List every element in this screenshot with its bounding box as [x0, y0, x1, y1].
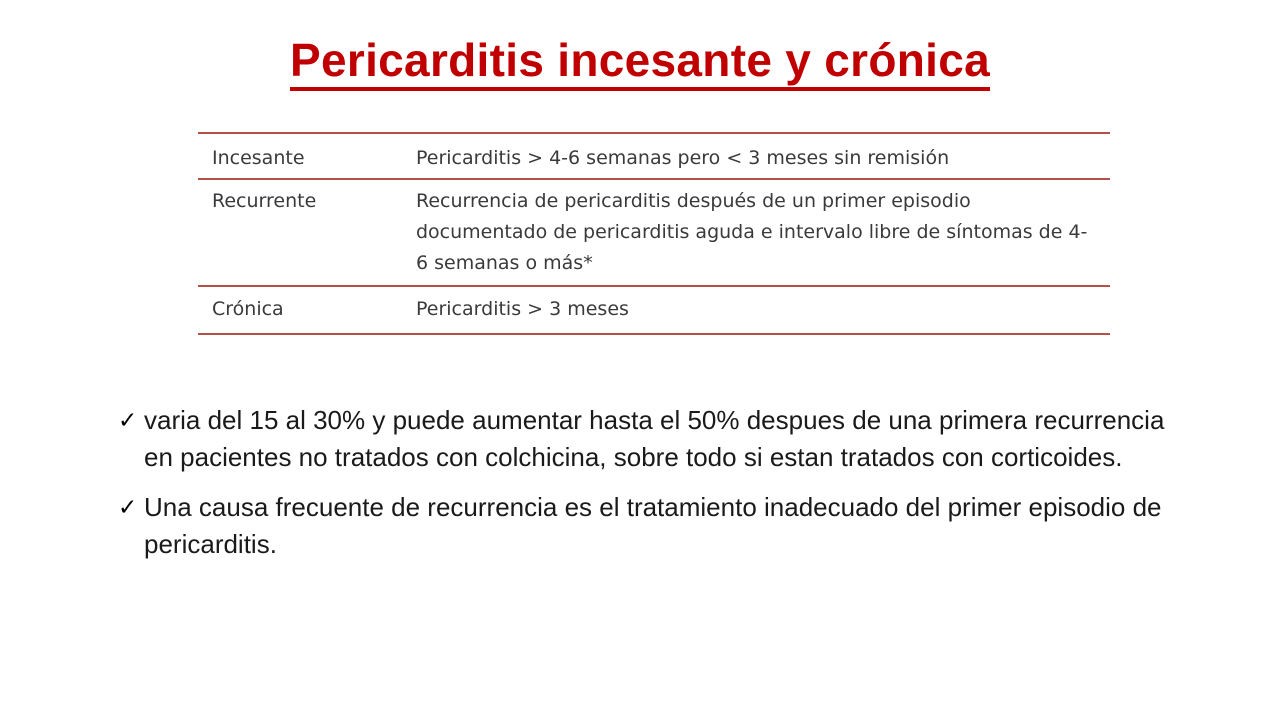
bullet-text: Una causa frecuente de recurrencia es el tratamiento inadecuado del primer episodio de pericarditis. — [144, 492, 1162, 559]
definitions-table-image — [198, 132, 1110, 364]
table-description: Pericarditis > 3 meses — [416, 298, 629, 320]
slide-title — [0, 30, 1280, 91]
checkmark-icon: ✓ — [118, 408, 138, 434]
table-description: Recurrencia de pericarditis después de un primer episodio documentado de pericarditis aguda e intervalo libre de síntomas de 4-6 semanas o más* — [416, 190, 1088, 274]
bullet-text: varia del 15 al 30% y puede aumentar hasta el 50% despues de una primera recurrencia en pacientes no tratados con colchicina, sobre todo si estan tratados con corticoides. — [144, 405, 1165, 472]
table-term: Recurrente — [212, 190, 317, 212]
definitions-table — [198, 132, 1110, 335]
table-row-cronica — [198, 286, 1110, 334]
table-term: Crónica — [212, 298, 284, 320]
table-row-incesante — [198, 133, 1110, 179]
bullet-item — [118, 402, 1198, 476]
table-row-recurrente — [198, 179, 1110, 286]
table-description: Pericarditis > 4-6 semanas pero < 3 meses sin remisión — [416, 147, 950, 169]
table-term: Incesante — [212, 147, 305, 169]
checkmark-icon: ✓ — [118, 495, 138, 521]
bullet-item — [118, 489, 1198, 563]
slide-title-text: Pericarditis incesante y crónica — [290, 33, 990, 91]
bullet-list — [118, 402, 1198, 576]
